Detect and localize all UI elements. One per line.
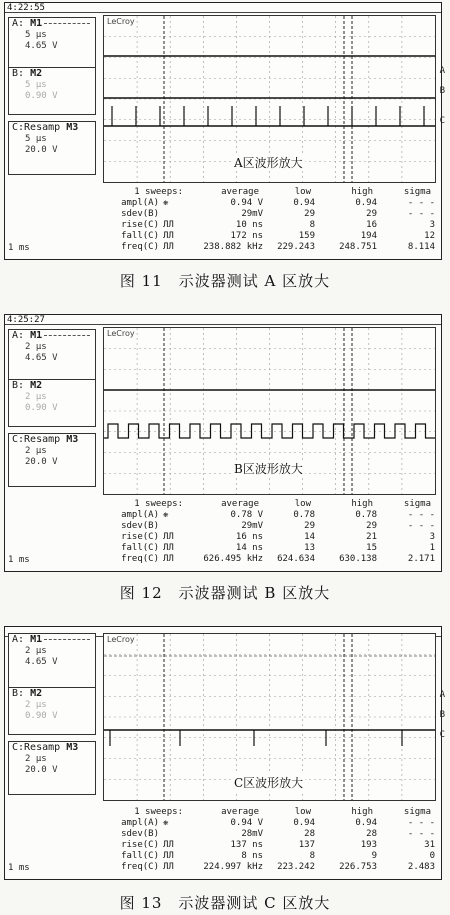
- zoom-label: C区波形放大: [234, 776, 304, 790]
- table-row: freq(C) ЛЛ 238.882 kHz 229.243 248.751 8.114: [121, 242, 435, 252]
- waveform-grid: [103, 327, 436, 495]
- measurement-table: [101, 499, 441, 565]
- channel-marker-a: A: [439, 690, 445, 700]
- zoom-label: B区波形放大: [234, 462, 303, 476]
- measurement-header: 1 sweeps: average low high sigma: [134, 499, 431, 509]
- table-row: ampl(A) ❋ 0.78 V 0.78 0.78 - - -: [121, 510, 435, 520]
- table-row: fall(C) ЛЛ 14 ns 13 15 1: [121, 543, 435, 553]
- channel-box-m2: B: M2 5 μs 0.90 V: [8, 67, 96, 115]
- timebase-scale: 1 ms: [8, 555, 30, 565]
- timestamp: 4:22:55: [5, 3, 441, 13]
- channel-marker-c: C: [439, 730, 445, 740]
- table-row: sdev(B) 29mV 29 29 - - -: [121, 209, 435, 219]
- table-row: freq(C) ЛЛ 626.495 kHz 624.634 630.138 2.171: [121, 554, 435, 564]
- channel-box-m1: A: M1 2 μs 4.65 V: [8, 633, 96, 689]
- timestamp: 4:25:27: [5, 315, 441, 325]
- table-row: rise(C) ЛЛ 10 ns 8 16 3: [121, 220, 435, 230]
- channel-box-m2: B: M2 2 μs 0.90 V: [8, 687, 96, 735]
- waveform-grid: [103, 15, 445, 183]
- table-row: fall(C) ЛЛ 172 ns 159 194 12: [121, 231, 435, 241]
- channel-box-m2: B: M2 2 μs 0.90 V: [8, 379, 96, 427]
- table-row: freq(C) ЛЛ 224.997 kHz 223.242 226.753 2.483: [121, 862, 435, 872]
- brand-label: LeCroy: [107, 329, 135, 338]
- waveform-grid: [103, 633, 445, 801]
- channel-box-m1: A: M1 5 μs 4.65 V: [8, 17, 96, 73]
- channel-marker-c: C: [439, 116, 445, 126]
- table-row: ampl(A) ❋ 0.94 V 0.94 0.94 - - -: [121, 818, 435, 828]
- zoom-label: A区波形放大: [234, 156, 303, 170]
- table-row: fall(C) ЛЛ 8 ns 8 9 0: [121, 851, 435, 861]
- channel-box-m3: C:Resamp M3 2 μs 20.0 V: [8, 433, 96, 487]
- channel-box-m3: C:Resamp M3 5 μs 20.0 V: [8, 121, 96, 175]
- channel-marker-b: B: [439, 86, 445, 96]
- figure-caption: 图 13 示波器测试 C 区放大: [119, 894, 331, 912]
- brand-label: LeCroy: [107, 17, 135, 26]
- trace-square-wave: [104, 424, 435, 438]
- table-row: rise(C) ЛЛ 16 ns 14 21 3: [121, 532, 435, 542]
- scope-figure-13: [4, 626, 445, 880]
- measurement-header: 1 sweeps: average low high sigma: [134, 807, 431, 817]
- timebase-scale: 1 ms: [8, 863, 30, 873]
- channel-marker-a: A: [439, 66, 445, 76]
- channel-marker-b: B: [439, 710, 445, 720]
- table-row: sdev(B) 29mV 29 29 - - -: [121, 521, 435, 531]
- channel-box-m3: C:Resamp M3 2 μs 20.0 V: [8, 741, 96, 795]
- measurement-table: [101, 187, 441, 253]
- figure-caption: 图 12 示波器测试 B 区放大: [119, 584, 331, 602]
- figure-caption: 图 11 示波器测试 A 区放大: [119, 272, 331, 290]
- table-row: sdev(B) 28mV 28 28 - - -: [121, 829, 435, 839]
- measurement-table: [101, 807, 441, 873]
- scope-figure-11: [4, 2, 445, 260]
- measurement-header: 1 sweeps: average low high sigma: [134, 187, 431, 197]
- scope-figure-12: [4, 314, 442, 572]
- table-row: ampl(A) ❋ 0.94 V 0.94 0.94 - - -: [121, 198, 435, 208]
- channel-box-m1: A: M1 2 μs 4.65 V: [8, 329, 96, 385]
- timebase-scale: 1 ms: [8, 243, 30, 253]
- brand-label: LeCroy: [107, 635, 135, 644]
- table-row: rise(C) ЛЛ 137 ns 137 193 31: [121, 840, 435, 850]
